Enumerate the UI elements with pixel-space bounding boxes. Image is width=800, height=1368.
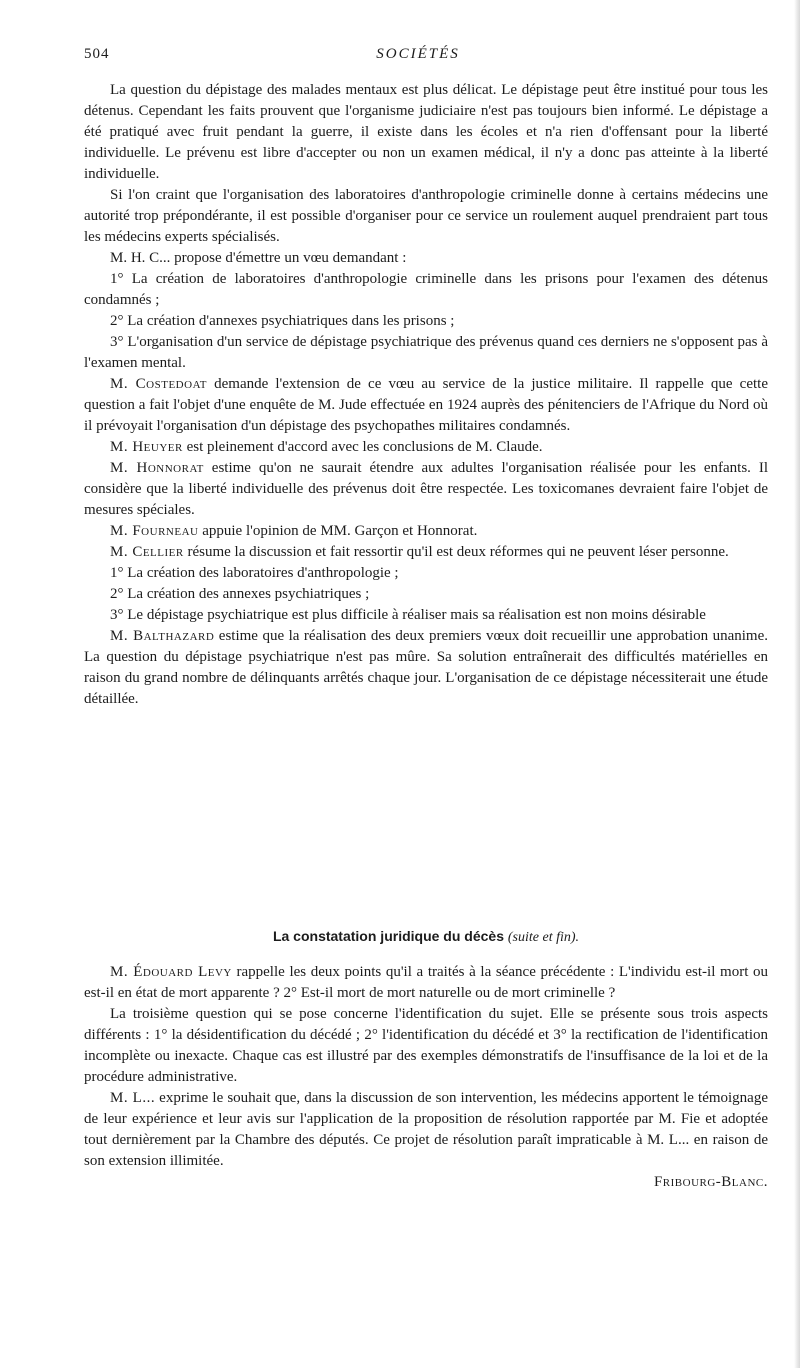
paragraph-text: demande l'extension de ce vœu au service de la justice militaire. Il rappelle que cette question a fait l'objet d'une enquête de M. Jude effectuée en 1924 auprès des pénitenciers de l'Afrique du Nord où il prévoyait l'organisation d'un dépistage des psychopathes militaires condamnés. [84, 376, 768, 434]
paragraph-text: La troisième question qui se pose concerne l'identification du sujet. Elle se présente sous trois aspects différents : 1° la désidentification du décédé ; 2° l'identification du décédé et 3° la rectification de l'identification incomplète ou inexacte. Chaque cas est illustré par des exemples démonstratifs de l'insuffisance de la loi et de la procédure administrative. [84, 1006, 768, 1085]
paragraph [84, 185, 768, 248]
author-signature: Fribourg-Blanc. [653, 1174, 768, 1190]
speaker-name: M. Cellier [110, 544, 184, 560]
paragraph [84, 542, 768, 563]
paragraph-text: résume la discussion et fait ressortir qu'il est deux réformes qui ne peuvent léser personne. [183, 544, 729, 560]
scan-edge-shadow [794, 0, 800, 1368]
paragraph-text: 1° La création des laboratoires d'anthropologie ; [110, 565, 399, 581]
running-title: SOCIÉTÉS [376, 46, 460, 62]
paragraph-text: estime que la réalisation des deux premiers vœux doit recueillir une approbation unanime. La question du dépistage psychiatrique n'est pas mûre. Sa solution entraînerait des difficultés matérielles en raison du grand nombre de délinquants arrêtés chaque jour. L'organisation de ce dépistage nécessiterait une étude détaillée. [84, 628, 769, 707]
section-suite: (suite et fin). [507, 930, 580, 945]
paragraph-text: est pleinement d'accord avec les conclusions de M. Claude. [182, 439, 543, 455]
paragraph [84, 458, 768, 521]
discussion-body [84, 80, 768, 710]
paragraph [84, 605, 768, 626]
paragraph [84, 1004, 768, 1088]
paragraph-text: 3° L'organisation d'un service de dépistage psychiatrique des prévenus quand ces derniers ne s'opposent pas à l'examen mental. [84, 334, 768, 371]
paragraph [84, 248, 768, 269]
speaker-name: M. Costedoat [110, 376, 208, 392]
paragraph [84, 311, 768, 332]
paragraph-text: 3° Le dépistage psychiatrique est plus difficile à réaliser mais sa réalisation est non moins désirable [110, 607, 706, 623]
paragraph [84, 80, 768, 185]
paragraph-text: rappelle les deux points qu'il a traités à la séance précédente : L'individu est-il mort ou est-il en état de mort apparente ? 2° Est-il mort de mort naturelle ou de mort criminelle ? [84, 964, 768, 1001]
section-body [84, 962, 768, 1193]
paragraph [84, 374, 768, 437]
paragraph [84, 584, 768, 605]
section-heading [84, 928, 768, 946]
paragraph-text: exprime le souhait que, dans la discussion de son intervention, les médecins apportent le témoignage de leur expérience et leur avis sur l'application de la proposition de résolution rapportée par M. Fie et adoptée tout dernièrement par la Chambre des députés. Ce projet de résolution paraît impraticable à M. L... en raison de son extension illimitée. [84, 1090, 768, 1169]
paragraph-text: 1° La création de laboratoires d'anthropologie criminelle dans les prisons pour l'examen des détenus condamnés ; [84, 271, 768, 308]
paragraph [84, 521, 768, 542]
paragraph [84, 563, 768, 584]
page-number: 504 [84, 46, 110, 62]
paragraph [84, 1088, 768, 1172]
running-head [84, 46, 752, 68]
paragraph-text: M. H. C... propose d'émettre un vœu demandant : [110, 250, 407, 266]
paragraph [84, 437, 768, 458]
speaker-name: M. Heuyer [110, 439, 183, 455]
paragraph [84, 626, 768, 710]
section-title: La constatation juridique du décès [272, 928, 504, 944]
paragraph-text: estime qu'on ne saurait étendre aux adultes l'organisation réalisée pour les enfants. Il considère que la liberté individuelle des prévenus doit être respectée. Les toxicomanes devraient faire l'objet de mesures spéciales. [84, 460, 768, 518]
paragraph [84, 269, 768, 311]
speaker-name: M. Édouard Levy [110, 964, 232, 980]
speaker-name: M. L... [110, 1090, 156, 1106]
paragraph-text: 2° La création des annexes psychiatriques ; [110, 586, 370, 602]
paragraph-text: Si l'on craint que l'organisation des laboratoires d'anthropologie criminelle donne à certains médecins une autorité trop prépondérante, il est possible d'organiser pour ce service un roulement auquel prendraient part tous les médecins experts spécialisés. [84, 187, 768, 245]
paragraph [84, 332, 768, 374]
paragraph-text: appuie l'opinion de MM. Garçon et Honnorat. [198, 523, 478, 539]
paragraph [84, 962, 768, 1004]
speaker-name: M. Honnorat [110, 460, 204, 476]
paragraph-text: La question du dépistage des malades mentaux est plus délicat. Le dépistage peut être institué pour tous les détenus. Cependant les faits prouvent que l'organisme judiciaire n'est pas toujours bien informé. Le dépistage a été pratiqué avec fruit pendant la guerre, il existe dans les écoles et n'a rien d'offensant pour la liberté individuelle. Le prévenu est libre d'accepter ou non un examen médical, il n'y a donc pas atteinte à la liberté individuelle. [84, 82, 768, 182]
paragraph-text: 2° La création d'annexes psychiatriques dans les prisons ; [110, 313, 455, 329]
speaker-name: M. Fourneau [110, 523, 199, 539]
speaker-name: M. Balthazard [110, 628, 215, 644]
